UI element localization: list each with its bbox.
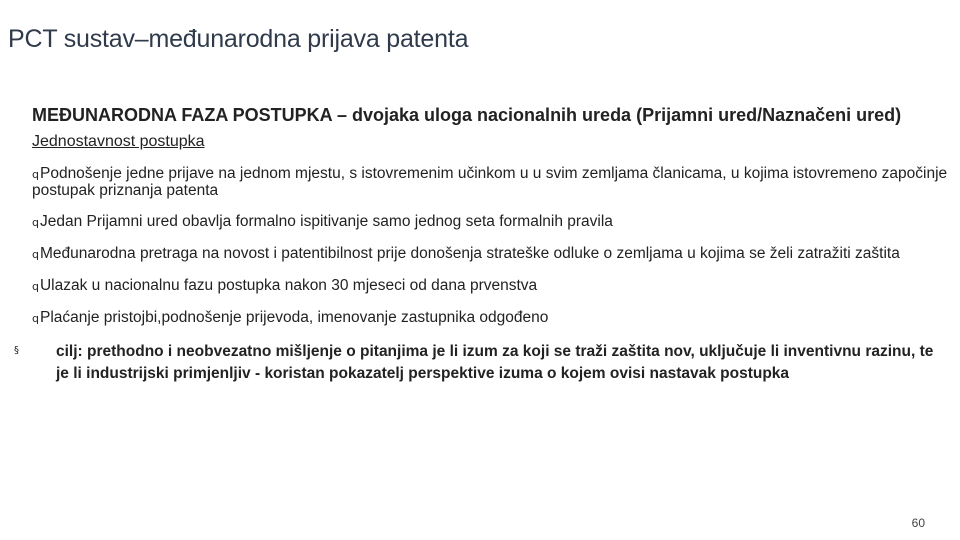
square-bullet-icon: § [14, 345, 19, 356]
q-bullet-icon: q [32, 312, 39, 325]
list-item-text: Plaćanje pristojbi,podnošenje prijevoda, imenovanje zastupnika odgođeno [39, 309, 549, 326]
bold-paragraph: cilj: prethodno i neobvezatno mišljenje o pitanjima je li izum za koji se traži zaštita nov, uključuje li inventivnu razinu, te je li industrijski primjenljiv - koristan pokazatelj perspektive izuma o kojem ovisi nastavak postupka [56, 343, 934, 382]
section-heading: MEĐUNARODNA FAZA POSTUPKA – dvojaka uloga nacionalnih ureda (Prijamni ured/Naznačeni ured) [32, 105, 902, 125]
slide-content [14, 104, 950, 385]
list-item-text: Jedan Prijamni ured obavlja formalno ispitivanje samo jednog seta formalnih pravila [39, 213, 613, 230]
q-bullet-icon: q [32, 248, 39, 261]
list-item [32, 246, 950, 263]
list-item [32, 278, 950, 295]
bold-paragraph-row [0, 341, 950, 385]
list-item [32, 214, 950, 231]
list-item-text: Podnošenje jedne prijave na jednom mjestu, s istovremenim učinkom u u svim zemljama članicama, u kojima istovremeno započinje postupak priznanja patenta [32, 165, 948, 199]
subheading: Jednostavnost postupka [32, 133, 205, 150]
q-bullet-icon: q [32, 216, 39, 229]
slide-title: PCT sustav–međunarodna prijava patenta [8, 25, 469, 53]
list-item-text: Međunarodna pretraga na novost i patentibilnost prije donošenja strateške odluke o zemljama u kojima se želi zatražiti zaštita [39, 245, 900, 262]
list-item [32, 310, 950, 327]
q-bullet-icon: q [32, 168, 39, 181]
list-item-text: Ulazak u nacionalnu fazu postupka nakon 30 mjeseci od dana prvenstva [39, 277, 538, 294]
list-item [32, 166, 950, 199]
page-number: 60 [911, 516, 925, 530]
q-bullet-icon: q [32, 280, 39, 293]
